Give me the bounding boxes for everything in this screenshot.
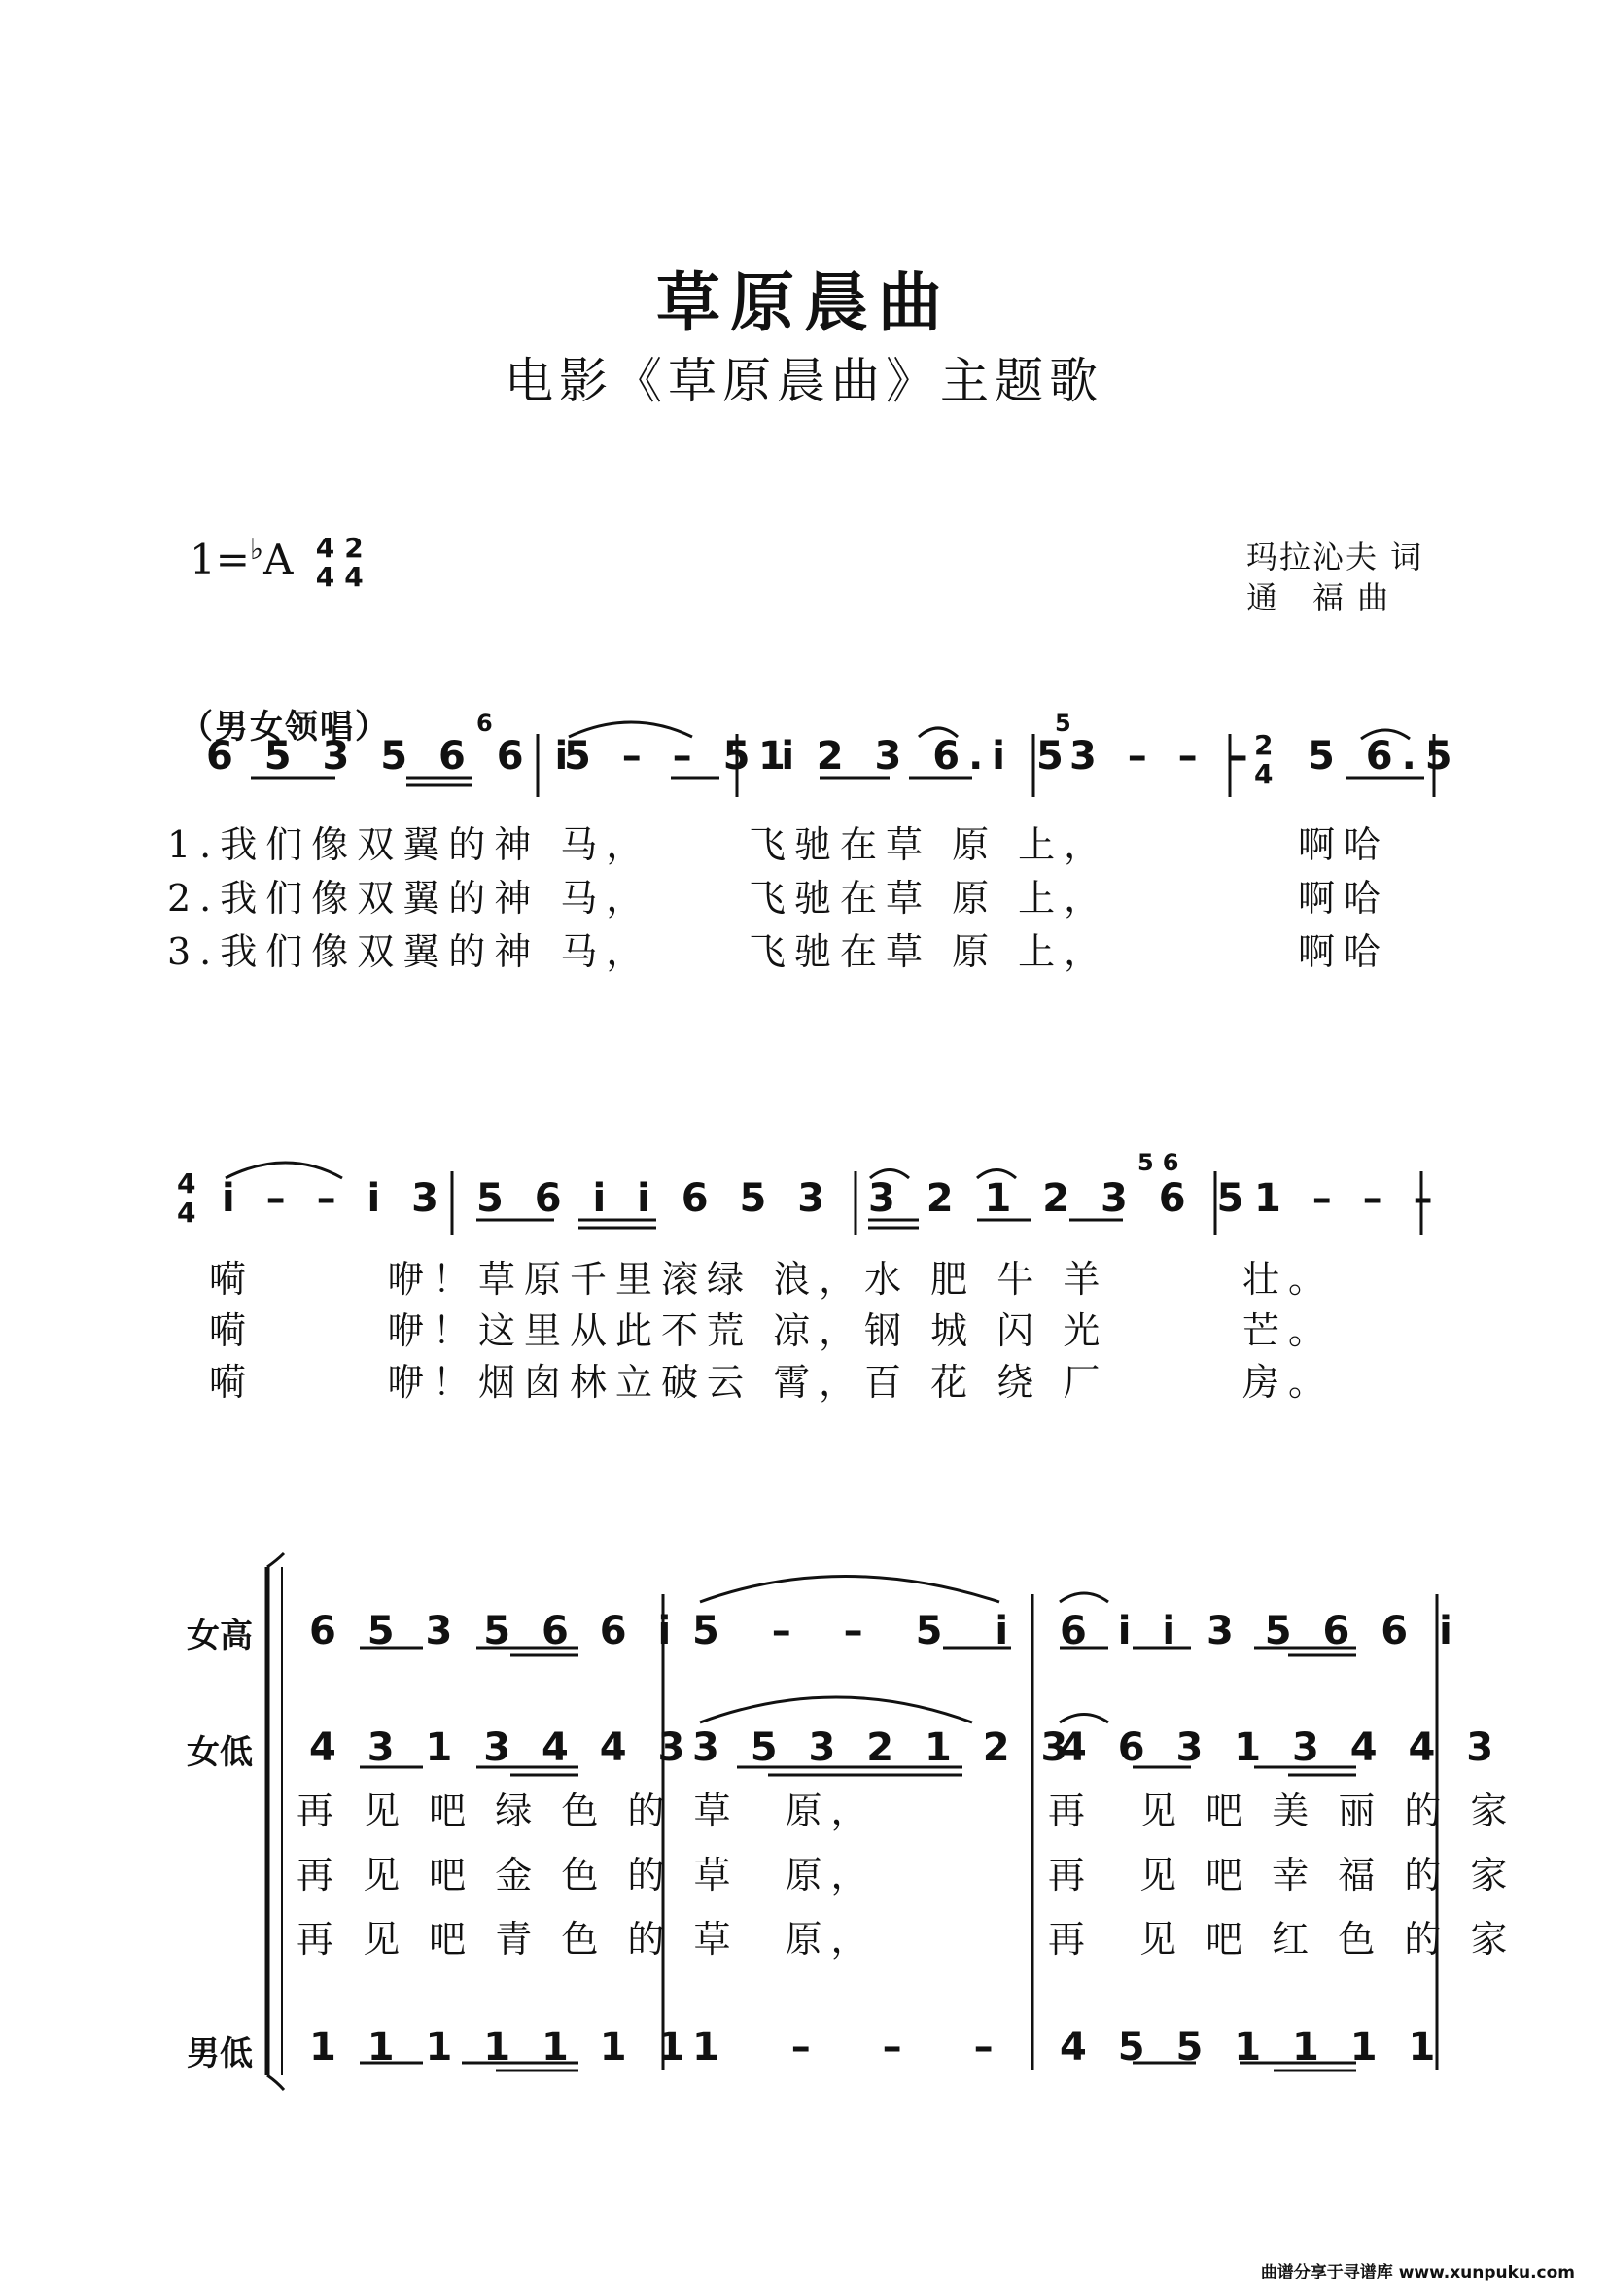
ts1-bottom: 4 bbox=[315, 561, 335, 593]
s3-lyric-2a: 再 见 吧 金 色 的 草 原， bbox=[297, 1854, 877, 1896]
s2-lyric-2b: 咿！这里从此不荒 凉，钢 城 闪 光 bbox=[387, 1309, 1109, 1352]
verse-number: 3. bbox=[167, 930, 221, 973]
bass-measure-2: 1 – – – bbox=[692, 2025, 1023, 2070]
s2-lyric-3a: 嗬 bbox=[209, 1361, 256, 1404]
part-label-bass: 男低 bbox=[187, 2035, 253, 2073]
s2-measure-3: 3 2 1 2 3 6 5 bbox=[868, 1176, 1253, 1221]
s1-timesig-change bbox=[1254, 731, 1273, 789]
s2-lyric-2c: 芒。 bbox=[1242, 1309, 1335, 1352]
bass-measure-1: 1 1 1 1 1 1 1 bbox=[309, 2025, 694, 2070]
s1-ts-bottom: 4 bbox=[1254, 758, 1274, 790]
s2-lyric-1b: 咿！草原千里滚绿 浪，水 肥 牛 羊 bbox=[387, 1258, 1109, 1301]
key-note: A bbox=[263, 536, 294, 583]
song-subtitle: 电影《草原晨曲》主题歌 bbox=[505, 353, 1103, 409]
ts2-bottom: 4 bbox=[344, 561, 364, 593]
s1-grace-note-2: 5 bbox=[1055, 710, 1080, 737]
role-label: （男女领唱） bbox=[180, 708, 390, 747]
song-title: 草原晨曲 bbox=[656, 264, 952, 340]
s1-measure-5: 5 6.5 bbox=[1308, 734, 1461, 779]
s1-lyric-verse-2c: 啊哈 bbox=[1298, 877, 1390, 920]
s3-lyric-1b: 再 见 吧 美 丽 的 家 bbox=[1048, 1790, 1517, 1832]
s1-lyric-verse-1c: 啊哈 bbox=[1298, 823, 1390, 866]
sop-measure-3: 6 i i 3 5 6 6 i bbox=[1060, 1609, 1461, 1653]
s1-lyric-verse-2b: 飞驰在草 原 上， bbox=[749, 877, 1110, 920]
s1-measure-2: 5 – – 5 i bbox=[564, 734, 804, 779]
s3-lyric-2b: 再 见 吧 幸 福 的 家 bbox=[1048, 1854, 1517, 1896]
s3-lyric-3b: 再 见 吧 红 色 的 家 bbox=[1048, 1918, 1517, 1961]
s3-lyric-1a: 再 见 吧 绿 色 的 草 原， bbox=[297, 1790, 877, 1832]
s1-measure-1: 6 5 3 5 6 6 i bbox=[206, 734, 577, 779]
part-label-alto: 女低 bbox=[187, 1733, 253, 1772]
s1-lyric-verse-3b: 飞驰在草 原 上， bbox=[749, 930, 1110, 973]
s1-lyric-verse-2 bbox=[167, 868, 651, 922]
lyric-part-a: 我们像双翼的神 马， bbox=[220, 823, 652, 866]
s2-timesig bbox=[177, 1169, 195, 1228]
s1-lyric-verse-1 bbox=[167, 815, 651, 868]
lyric-part-a: 我们像双翼的神 马， bbox=[220, 930, 652, 973]
s1-measure-3: 1 2 3 6.i 5 bbox=[758, 734, 1072, 779]
composer-credit: 通 福 曲 bbox=[1246, 579, 1391, 616]
s2-measure-4: 1 – – – bbox=[1254, 1176, 1442, 1221]
s1-lyric-verse-1b: 飞驰在草 原 上， bbox=[749, 823, 1110, 866]
s1-lyric-verse-3 bbox=[167, 922, 651, 975]
s2-grace-note: 56 bbox=[1137, 1149, 1188, 1176]
bass-measure-3: 4 5 5 1 1 1 1 bbox=[1060, 2025, 1445, 2070]
s2-lyric-1c: 壮。 bbox=[1242, 1258, 1335, 1301]
sop-measure-2: 5 – – 5 i bbox=[692, 1609, 1029, 1653]
s2-measure-2: 5 6 i i 6 5 3 bbox=[476, 1176, 834, 1221]
alto-measure-1: 4 3 1 3 4 4 3 bbox=[309, 1725, 694, 1770]
s1-ts-top: 2 bbox=[1254, 729, 1274, 761]
ts1-top: 4 bbox=[315, 532, 335, 564]
verse-number: 1. bbox=[167, 823, 221, 866]
part-label-soprano: 女高 bbox=[187, 1617, 253, 1655]
s2-lyric-3c: 房。 bbox=[1242, 1361, 1335, 1404]
sop-measure-1: 6 5 3 5 6 6 i bbox=[309, 1609, 681, 1653]
alto-measure-3: 4 6 3 1 3 4 4 3 bbox=[1060, 1725, 1503, 1770]
s2-lyric-1a: 嗬 bbox=[209, 1258, 256, 1301]
s2-ts-top: 4 bbox=[177, 1167, 196, 1200]
footer-watermark: 曲谱分享于寻谱库 www.xunpuku.com bbox=[1260, 2263, 1575, 2282]
s2-measure-1: i – – i 3 bbox=[222, 1176, 447, 1221]
ts2-top: 2 bbox=[344, 532, 364, 564]
s3-lyric-3a: 再 见 吧 青 色 的 草 原， bbox=[297, 1918, 877, 1961]
s1-grace-note: 6 bbox=[476, 710, 502, 737]
lyric-part-a: 我们像双翼的神 马， bbox=[220, 877, 652, 920]
s2-ts-bottom: 4 bbox=[177, 1197, 196, 1229]
lyricist-credit: 玛拉沁夫 词 bbox=[1246, 539, 1424, 575]
verse-number: 2. bbox=[167, 877, 221, 920]
flat-sign: ♭ bbox=[249, 533, 264, 567]
alto-measure-2: 3 5 3 2 1 2 3 bbox=[692, 1725, 1077, 1770]
key-prefix: 1= bbox=[190, 536, 250, 583]
s1-measure-4: 3 – – – bbox=[1069, 734, 1257, 779]
s2-lyric-2a: 嗬 bbox=[209, 1309, 256, 1352]
s1-lyric-verse-3c: 啊哈 bbox=[1298, 930, 1390, 973]
s2-lyric-3b: 咿！烟囱林立破云 霄，百 花 绕 厂 bbox=[387, 1361, 1109, 1404]
